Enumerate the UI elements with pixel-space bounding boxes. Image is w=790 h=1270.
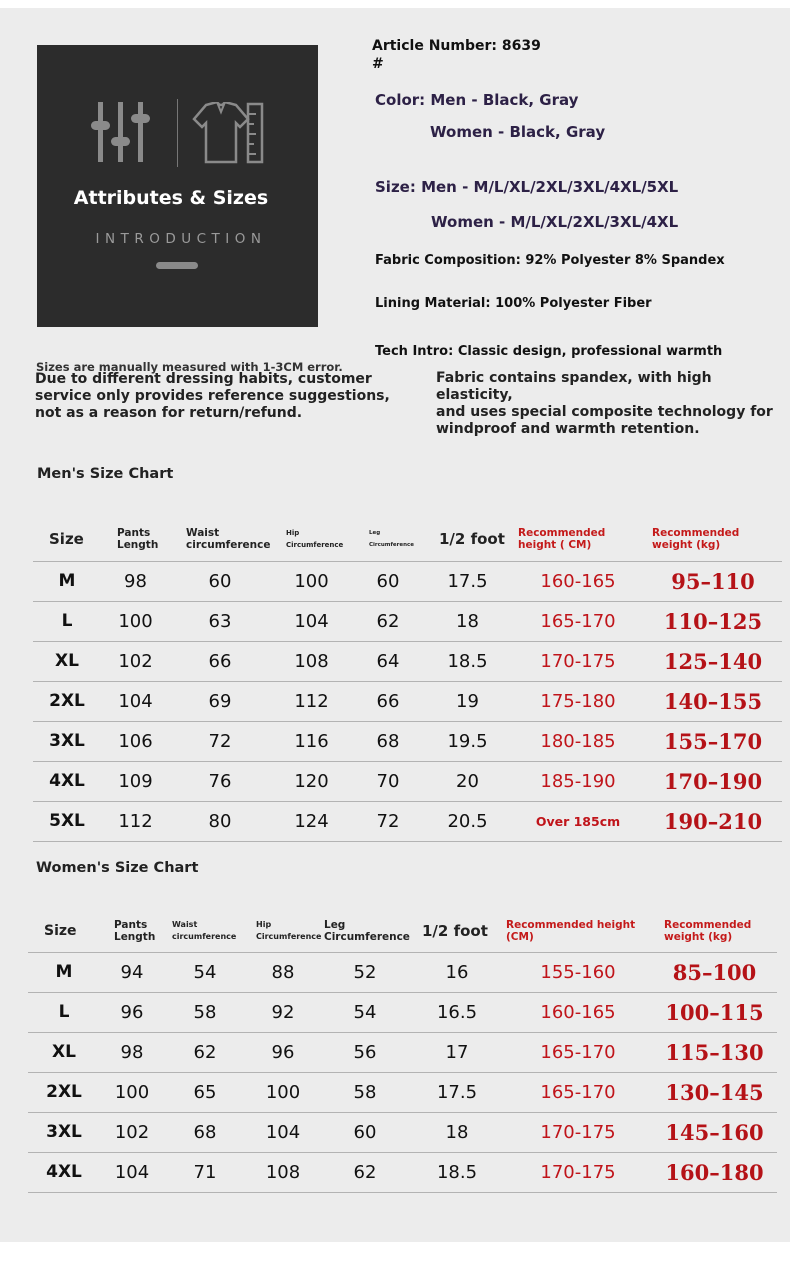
height-cell: 160-165 — [512, 561, 644, 601]
measure-cell: 104 — [270, 601, 353, 641]
measure-cell: 100 — [270, 561, 353, 601]
weight-cell: 170–190 — [644, 761, 782, 801]
measure-cell: 62 — [164, 1032, 246, 1072]
tech-intro: Tech Intro: Classic design, professional warmth — [375, 344, 723, 359]
weight-cell: 130–145 — [652, 1072, 777, 1112]
measure-cell: 69 — [170, 681, 270, 721]
height-cell: 180-185 — [512, 721, 644, 761]
height-cell: 170-175 — [504, 1152, 652, 1192]
size-cell: 2XL — [33, 681, 101, 721]
size-men: Size: Men - M/L/XL/2XL/3XL/4XL/5XL — [375, 178, 679, 196]
table-header-row — [33, 517, 782, 561]
col-header: Leg Circumference — [320, 911, 410, 952]
measure-cell: 64 — [353, 641, 423, 681]
measure-cell: 20 — [423, 761, 512, 801]
size-cell: 4XL — [33, 761, 101, 801]
measure-cell: 17.5 — [423, 561, 512, 601]
measure-cell: 96 — [246, 1032, 320, 1072]
height-cell: 165-170 — [504, 1072, 652, 1112]
table-row — [33, 641, 782, 681]
measure-cell: 68 — [164, 1112, 246, 1152]
weight-cell: 100–115 — [652, 992, 777, 1032]
measure-cell: 18 — [410, 1112, 504, 1152]
height-cell: 165-170 — [512, 601, 644, 641]
measure-cell: 100 — [100, 1072, 164, 1112]
col-header: Pants Length — [101, 517, 170, 561]
measure-cell: 80 — [170, 801, 270, 841]
measure-cell: 60 — [353, 561, 423, 601]
article-hash: # — [372, 56, 384, 72]
measure-cell: 106 — [101, 721, 170, 761]
color-men: Color: Men - Black, Gray — [375, 91, 579, 109]
color-women: Women - Black, Gray — [430, 123, 606, 141]
measure-cell: 66 — [353, 681, 423, 721]
measure-cell: 18.5 — [423, 641, 512, 681]
measure-cell: 92 — [246, 992, 320, 1032]
measure-cell: 19 — [423, 681, 512, 721]
height-cell: 170-175 — [504, 1112, 652, 1152]
size-cell: 3XL — [28, 1112, 100, 1152]
table-row — [33, 721, 782, 761]
shirt-measure-icon — [190, 102, 266, 164]
measure-cell: 112 — [101, 801, 170, 841]
weight-cell: 95–110 — [644, 561, 782, 601]
measure-cell: 116 — [270, 721, 353, 761]
size-cell: M — [28, 952, 100, 992]
measure-cell: 100 — [246, 1072, 320, 1112]
measure-cell: 63 — [170, 601, 270, 641]
measure-cell: 62 — [353, 601, 423, 641]
table-row — [33, 561, 782, 601]
table-row — [33, 761, 782, 801]
measure-cell: 88 — [246, 952, 320, 992]
size-cell: 3XL — [33, 721, 101, 761]
measure-cell: 54 — [164, 952, 246, 992]
measure-cell: 104 — [100, 1152, 164, 1192]
col-header: Size — [33, 517, 101, 561]
size-cell: 2XL — [28, 1072, 100, 1112]
size-cell: M — [33, 561, 101, 601]
col-header: Recommended height ( CM) — [512, 517, 644, 561]
intro-bar — [156, 262, 198, 269]
measure-cell: 54 — [320, 992, 410, 1032]
measure-cell: 16.5 — [410, 992, 504, 1032]
table-row — [33, 801, 782, 841]
weight-cell: 110–125 — [644, 601, 782, 641]
col-header: Waist circumference — [164, 911, 246, 952]
col-header: Recommended weight (kg) — [644, 517, 782, 561]
measure-cell: 104 — [246, 1112, 320, 1152]
weight-cell: 125–140 — [644, 641, 782, 681]
measure-cell: 60 — [170, 561, 270, 601]
measure-cell: 104 — [101, 681, 170, 721]
measure-cell: 120 — [270, 761, 353, 801]
measure-cell: 71 — [164, 1152, 246, 1192]
weight-cell: 85–100 — [652, 952, 777, 992]
measure-cell: 96 — [100, 992, 164, 1032]
habit-note-line: Due to different dressing habits, customer — [35, 371, 372, 387]
table-row — [28, 1112, 777, 1152]
size-cell: 5XL — [33, 801, 101, 841]
col-header: 1/2 foot — [410, 911, 504, 952]
intro-subtitle: INTRODUCTION — [95, 231, 267, 247]
table-row — [28, 992, 777, 1032]
size-women: Women - M/L/XL/2XL/3XL/4XL — [431, 213, 679, 231]
measure-cell: 17 — [410, 1032, 504, 1072]
measure-cell: 60 — [320, 1112, 410, 1152]
table-row — [28, 1032, 777, 1072]
measure-cell: 18.5 — [410, 1152, 504, 1192]
measure-cell: 109 — [101, 761, 170, 801]
measure-cell: 112 — [270, 681, 353, 721]
size-cell: 4XL — [28, 1152, 100, 1192]
measure-cell: 19.5 — [423, 721, 512, 761]
size-cell: L — [28, 992, 100, 1032]
table-row — [28, 1152, 777, 1192]
measure-cell: 68 — [353, 721, 423, 761]
fabric-composition: Fabric Composition: 92% Polyester 8% Spandex — [375, 253, 725, 268]
measure-cell: 72 — [170, 721, 270, 761]
size-cell: XL — [33, 641, 101, 681]
measure-cell: 58 — [164, 992, 246, 1032]
height-cell: 155-160 — [504, 952, 652, 992]
size-info-page — [0, 8, 790, 1242]
men-chart-title: Men's Size Chart — [37, 466, 174, 482]
measure-cell: 70 — [353, 761, 423, 801]
measure-cell: 102 — [100, 1112, 164, 1152]
col-header: Pants Length — [100, 911, 164, 952]
measure-cell: 66 — [170, 641, 270, 681]
article-number: Article Number: 8639 — [372, 38, 541, 54]
weight-cell: 145–160 — [652, 1112, 777, 1152]
weight-cell: 155–170 — [644, 721, 782, 761]
size-cell: XL — [28, 1032, 100, 1072]
measure-cell: 76 — [170, 761, 270, 801]
measure-cell: 16 — [410, 952, 504, 992]
height-cell: 165-170 — [504, 1032, 652, 1072]
height-cell: Over 185cm — [512, 801, 644, 841]
height-cell: 185-190 — [512, 761, 644, 801]
measure-cell: 58 — [320, 1072, 410, 1112]
table-row — [28, 952, 777, 992]
col-header: Waist circumference — [170, 517, 270, 561]
tech-note-line: windproof and warmth retention. — [436, 421, 700, 437]
error-note: Sizes are manually measured with 1-3CM error. — [36, 360, 343, 374]
tech-note-line: Fabric contains spandex, with high elasticity, — [436, 370, 712, 403]
measure-cell: 98 — [100, 1032, 164, 1072]
tech-note — [436, 370, 790, 438]
intro-title: Attributes & Sizes — [73, 187, 269, 209]
table-row — [33, 681, 782, 721]
size-cell: L — [33, 601, 101, 641]
measure-cell: 17.5 — [410, 1072, 504, 1112]
measure-cell: 98 — [101, 561, 170, 601]
weight-cell: 190–210 — [644, 801, 782, 841]
women-chart-title: Women's Size Chart — [36, 860, 199, 876]
women-size-table — [28, 911, 777, 1193]
habit-note-line: not as a reason for return/refund. — [35, 405, 303, 421]
table-row — [33, 601, 782, 641]
measure-cell: 102 — [101, 641, 170, 681]
measure-cell: 65 — [164, 1072, 246, 1112]
habit-note — [35, 371, 390, 422]
habit-note-line: service only provides reference suggestions, — [35, 388, 390, 404]
measure-cell: 94 — [100, 952, 164, 992]
measure-cell: 18 — [423, 601, 512, 641]
height-cell: 175-180 — [512, 681, 644, 721]
table-header-row — [28, 911, 777, 952]
measure-cell: 72 — [353, 801, 423, 841]
measure-cell: 124 — [270, 801, 353, 841]
col-header: Size — [28, 911, 100, 952]
col-header: Leg Circumference — [353, 517, 423, 561]
table-row — [28, 1072, 777, 1112]
lining-material: Lining Material: 100% Polyester Fiber — [375, 296, 652, 311]
tech-note-line: and uses special composite technology for — [436, 404, 773, 420]
intro-panel — [37, 45, 318, 327]
col-header: Hip Circumference — [246, 911, 320, 952]
sliders-icon — [91, 102, 153, 162]
weight-cell: 140–155 — [644, 681, 782, 721]
col-header: Hip Circumference — [270, 517, 353, 561]
height-cell: 160-165 — [504, 992, 652, 1032]
col-header: Recommended weight (kg) — [652, 911, 777, 952]
weight-cell: 115–130 — [652, 1032, 777, 1072]
weight-cell: 160–180 — [652, 1152, 777, 1192]
height-cell: 170-175 — [512, 641, 644, 681]
measure-cell: 52 — [320, 952, 410, 992]
measure-cell: 62 — [320, 1152, 410, 1192]
col-header: Recommended height (CM) — [504, 911, 652, 952]
men-size-table — [33, 517, 782, 842]
measure-cell: 108 — [246, 1152, 320, 1192]
measure-cell: 56 — [320, 1032, 410, 1072]
col-header: 1/2 foot — [423, 517, 512, 561]
intro-divider — [177, 99, 178, 167]
measure-cell: 20.5 — [423, 801, 512, 841]
measure-cell: 108 — [270, 641, 353, 681]
measure-cell: 100 — [101, 601, 170, 641]
